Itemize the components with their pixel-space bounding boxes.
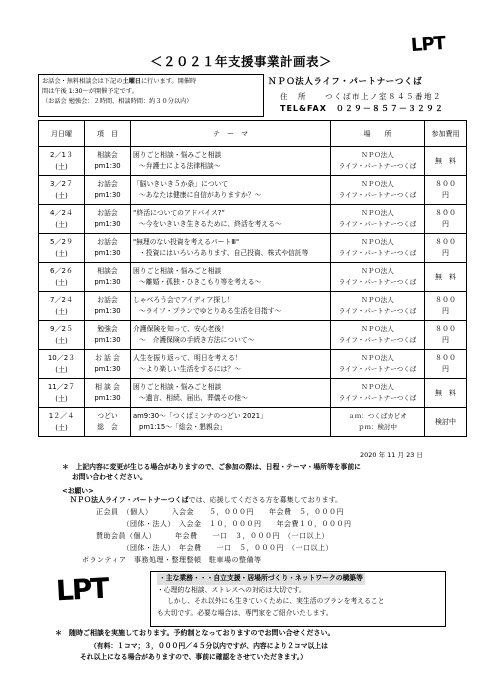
cell-fee: 無 料	[425, 147, 467, 176]
cell-item: 相談会 pm1:30	[85, 147, 131, 176]
org-address: 住 所 つくば市上ノ室８４５番地２	[280, 92, 442, 101]
cell-theme: “終活についてのアドバイス?” ～今をいきいき生きるために、終活を考える～	[131, 205, 331, 234]
cell-item: お話会 pm1:30	[85, 205, 131, 234]
cell-theme: 困りごと相談・悩みごと相談 ～遺言、相続、届出、葬儀その他～	[131, 379, 331, 408]
cell-item: 相 談 会 pm1:30	[85, 379, 131, 408]
notice-line2: 間は午後 1:30～が開催予定です。	[42, 88, 138, 95]
page-title: ＜２０２１年支援事業計画表＞	[149, 54, 332, 69]
cell-theme: 困りごと相談・悩みごと相談 ～弁護士による法律相談～	[131, 147, 331, 176]
table-row	[39, 321, 467, 350]
cell-date: 11／2７ (土)	[39, 379, 85, 408]
cell-fee: ８００ 円	[425, 292, 467, 321]
cell-date: 6／2６ (土)	[39, 263, 85, 292]
recruit-heading: ＮＰＯ法人ライフ・パートナーつくばでは、応援してくださる方を募集しております。	[70, 496, 343, 504]
org-name: ＮＰＯ法人ライフ・パートナーつくば	[268, 77, 423, 87]
cell-date: 10／2３ (土)	[39, 350, 85, 379]
cell-fee: ８００ 円	[425, 205, 467, 234]
cell-fee: ８００ 円	[425, 321, 467, 350]
header-item: 項 目	[85, 121, 131, 147]
cell-place: ＮＰＯ法人 ライフ・パートナーつくば	[331, 292, 425, 321]
logo: LPT	[410, 32, 446, 57]
cell-theme: しゃべろう会でアイディア探し！ ～ライフ・プランでゆとりある生活を目指す～	[131, 292, 331, 321]
logo: LPT	[55, 571, 109, 608]
cell-item: お話会 pm1:30	[85, 176, 131, 205]
issue-date: 2020 年 11 月 23 日	[360, 451, 423, 459]
table-row	[39, 379, 467, 408]
schedule-table	[38, 120, 467, 437]
cell-place: ＮＰＯ法人 ライフ・パートナーつくば	[331, 321, 425, 350]
cell-item: 勉強会 pm1:30	[85, 321, 131, 350]
services-box	[150, 571, 446, 627]
header-theme: テ ー マ	[131, 121, 331, 147]
cell-date: 3／2７ (土)	[39, 176, 85, 205]
cell-place: ＮＰＯ法人 ライフ・パートナーつくば	[331, 234, 425, 263]
services-line: も大切です。必要な場合は、専門家をご紹介いたします。	[157, 608, 333, 617]
cell-date: 9／2５ (土)	[39, 321, 85, 350]
cell-item: お 話 会 pm1:30	[85, 350, 131, 379]
cell-date: 2／1３ (土)	[39, 147, 85, 176]
cell-fee: 無 料	[425, 379, 467, 408]
table-row	[39, 263, 467, 292]
header-fee: 参加費用	[425, 121, 467, 147]
cell-place: ＮＰＯ法人 ライフ・パートナーつくば	[331, 147, 425, 176]
notice-line1: お話会・無料相談会は下記の土曜日に行います。開催時	[42, 78, 197, 85]
header-date: 月日曜	[39, 121, 85, 147]
cell-item: お話会 pm1:30	[85, 234, 131, 263]
org-tel: TEL&FAX ０２９－８５７－３２９２	[280, 104, 444, 113]
cell-date: 1２／４ (土)	[39, 408, 85, 437]
fee-line: （団体・法人） 入会金 １０，０００円 年会費１０，０００円	[96, 520, 352, 528]
cell-theme: 介護保険を知って、安心老後！ ～ 介護保険の手続き方法について～	[131, 321, 331, 350]
table-row	[39, 292, 467, 321]
cell-theme: "無理のない投資を考えるパートⅢ" ・投資にはいろいろあります、自己投資、株式や信託等	[131, 234, 331, 263]
change-note: ＊ 上記内容に変更が生じる場合がありますので、ご参加の際は、日程・テーマ・場所等を事前に お問い合わせください。	[62, 463, 361, 481]
consult-detail: （有料：１コマ；３，０００円／４５分以内ですが、内容により２コマ以上は それ以上になる場合がありますので、事前に確認をさせていただきます。）	[80, 642, 328, 661]
cell-theme: 人生を振り返って、明日を考える！ ～より楽しい生活をするには？～	[131, 350, 331, 379]
cell-fee: 検討中	[425, 408, 467, 437]
cell-place: ＮＰＯ法人 ライフ・パートナーつくば	[331, 176, 425, 205]
services-heading: ・主な業務・・・自立支援・居場所づくり・ネットワークの構築等	[157, 573, 365, 585]
cell-fee: ８００ 円	[425, 234, 467, 263]
cell-fee: ８００ 円	[425, 350, 467, 379]
cell-place: ＮＰＯ法人 ライフ・パートナーつくば	[331, 350, 425, 379]
table-row	[39, 176, 467, 205]
recruit-label: <お願い>	[62, 487, 94, 495]
table-row	[39, 350, 467, 379]
cell-place: ａｍ：つくばカピオ ｐｍ：検討中	[331, 408, 425, 437]
cell-item: つどい 総 会	[85, 408, 131, 437]
cell-theme: am9:30～「つくばミンナのつどい 2021」 pm1:15～「総会・懇親会」	[131, 408, 331, 437]
table-row	[39, 408, 467, 437]
notice-box	[38, 74, 264, 117]
cell-fee: 無 料	[425, 263, 467, 292]
cell-theme: 困りごと相談・悩みごと相談 ～離婚・孤独・ひきこもり等を考える～	[131, 263, 331, 292]
cell-date: 4／2４ (土)	[39, 205, 85, 234]
fee-line: 賛助会員（個人） 年会費 一口 ３，０００円 （一口以上）	[96, 532, 329, 540]
header-place: 場 所	[331, 121, 425, 147]
cell-item: 相談会 pm1:30	[85, 263, 131, 292]
cell-date: 7／2４ (土)	[39, 292, 85, 321]
fee-line: ボランティア 事務処理・整理整頓 駐車場の整備等	[82, 556, 262, 564]
cell-place: ＮＰＯ法人 ライフ・パートナーつくば	[331, 205, 425, 234]
cell-item: お話会 pm1:30	[85, 292, 131, 321]
cell-place: ＮＰＯ法人 ライフ・パートナーつくば	[331, 379, 425, 408]
cell-fee: ８００ 円	[425, 176, 467, 205]
services-line: ・心理的な相談、ストレスへの対応は大切です。	[157, 585, 306, 594]
table-row	[39, 147, 467, 176]
notice-line3: （お話会 勉強会：２時間、相談時間：約３０分以内）	[42, 98, 193, 105]
fee-line: 正会員 （個人） 入会金 ５，０００円 年会費 ５，０００円	[96, 508, 344, 516]
table-row	[39, 234, 467, 263]
fee-line: （団体・法人） 年会費 一口 ５，０００円 （一口以上）	[96, 544, 333, 552]
table-row	[39, 205, 467, 234]
cell-date: 5／2９ (土)	[39, 234, 85, 263]
services-line: しかし、それ以外にも生きていくために、実生活のプランを考えること	[167, 597, 385, 605]
consult-note: ＊ 随時ご相談を実施しております。予約制となっておりますのでお問い合せください。	[55, 629, 335, 637]
cell-theme: 「脳いきいき５か条」について ～あなたは健康に自信がありますか？～	[131, 176, 331, 205]
cell-place: ＮＰＯ法人 ライフ・パートナーつくば	[331, 263, 425, 292]
